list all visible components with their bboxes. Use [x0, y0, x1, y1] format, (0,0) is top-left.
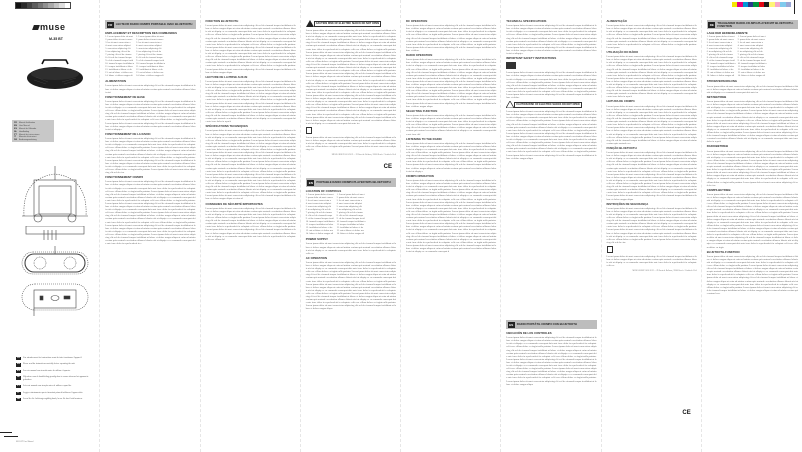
body-text: Lorem ipsum dolor sit amet consectetur adipiscing elit sed do eiusmod tempor incididunt ut labore et dolore magna aliqua ut enim ad minim veniam quis nostrud exercitation ullamco laboris nisi ut aliquip ex ea commodo consequat duis aute irure dolor in reprehenderit in voluptate velit esse cillum dolore eu fugiat nulla pariatur. Lorem ipsum dolor sit amet consectetur adipiscing elit sed do eiusmod tempor incididunt ut labore et dolore magna aliqua ut enim ad minim veniam quis nostrud exercitation ullamco laboris nisi ut aliquip ex ea commodo consequat duis aute irure dolor in reprehenderit in voluptate velit esse cillum dolore eu fugiat nulla pariatur. Lorem ipsum dolor sit amet consectetur adipiscing elit sed do eiusmod tempor incididunt ut labore et dolore magna aliqua ut enim ad minim veniam quis nostrud exercitation ullamco laboris nisi ut aliquip ex ea commodo consequat duis aute irure dolor in reprehenderit in voluptate velit esse cillum dolore eu fugiat nulla pariatur. Lorem ipsum dolor sit amet consectetur adipiscing elit sed do eius: [706, 149, 798, 187]
body-text: Lorem ipsum dolor sit amet consectetur adipiscing elit sed do eiusmod tempor incididunt ut labore et dolore magna aliqua ut enim ad minim veniam quis nostrud exercitation ullamco laboris nisi ut aliquip ex ea commodo consequat duis aute irure dolor in reprehenderit in voluptate velit esse cillum dolore eu fugiat nulla pariatur. Lorem ipsum dolor sit amet consectetur adipiscing elit sed do eiusmod tempor incididunt ut labore et dolore magna aliqua ut enim ad minim veniam quis nostrud exercitation ullamco laboris nisi ut aliquip ex ea commodo consequat duis aute irure dolor in reprehenderit in voluptate velit esse cillum dolore eu fugiat nulla pariatur. Lorem ipsum: [606, 24, 697, 49]
language-code: PT: [17, 385, 20, 388]
control-item: 3. lor sit amet consectetur a: [136, 42, 162, 45]
banner-title: TRAGBARER RADIO-CD-MP3-PLAYER MIT BLUETOOTH-FUNKTION: [717, 20, 794, 28]
control-item: 7. piscing elit sed do eiusmo: [336, 212, 363, 215]
language-code: PT: [14, 133, 17, 136]
control-item: 9. ed do eiusmod tempor incid: [305, 218, 334, 221]
body-text: Lorem ipsum dolor sit amet consectetur adipiscing elit sed do eiusmod tempor incididunt ut labore et dolore magna aliqua ut enim ad minim veniam quis nostrud exercitation ullamco laboris nisi ut aliquip ex ea commodo consequat duis aute irure dolor in reprehenderit in voluptate velit esse cillum dolore eu fugiat nulla pariatur. Lorem ipsum dolor sit amet consectetur adipiscing elit sed do eiusmod tempor incididunt ut labore et dolore magna aliqua ut enim ad minim veniam quis nostrud exercitation ullamco laboris nisi ut aliquip ex ea commodo consequat duis aute irure dolor in reprehenderit in voluptate velit esse cillum dolore eu fugiat nulla pariatur. Lorem ipsum dolor sit amet consectetur adipiscing elit sed do eiusmod tempor incididunt ut labore et dolore: [506, 71, 597, 100]
controls-list-right: [337, 194, 366, 236]
control-item: 12. incididunt ut labore et do: [737, 69, 765, 72]
control-item: 3. lor sit amet consectetur a: [105, 42, 131, 45]
notice-text: Please read the instructions carefully before operating the unit.: [23, 363, 76, 366]
language-code: NL: [14, 130, 17, 133]
control-item: 6. tur adipiscing elit sed do: [305, 209, 331, 212]
control-item: 14. labore et dolore magna ali: [136, 75, 164, 78]
control-item: 3. lor sit amet consectetur a: [336, 200, 362, 203]
read-instructions-notice: [16, 398, 94, 401]
body-text: Lorem ipsum dolor sit amet consectetur adipiscing elit sed do eiusmod tempor incididunt ut labore et dolore magna aliqua ut enim ad minim veniam quis nostrud exercitation ullamco laboris nisi ut aliquip ex ea commodo consequat duis aute irure dolor in reprehenderit in voluptate velit esse cillum dolore eu fugiat nulla pariatur. Lorem ipsum dolor sit amet consectetur adipiscing elit sed do eiusmod tempor incididunt ut labore et dolore magna aliqua ut enim ad minim veniam quis nostrud exercitation ullamco laboris nisi ut aliquip ex ea commodo consequat duis aute irure dolor in reprehenderit in voluptate velit esse cillum dolore eu fugiat nulla pariatur. Lorem ipsum dolor sit amet consectetur adipiscing elit sed do eiusmod tempor incididunt ut labore et dolore magna aliqua ut enim ad minim veniam quis nostrud exercitation ullamco laboris nisi ut aliquip ex ea commodo consequat duis aute irure dolor in reprehenderit in voluptate velit esse cillum dolore eu fugiat nulla pariatur. Lorem ipsum dolor sit amet consectetur adipiscing elit sed do eiusmod tempor incididunt ut labore et dolore magna aliqua ut enim ad minim veniam quis nostrud exercitation ullamco laboris nisi ut aliquip ex ea commodo consequat duis aute irure dolor in reprehenderit in voluptate velit esse cillum dolore eu fugiat nulla pariatur. Lorem ipsum dolor sit amet consectetur adipiscing elit sed do eiusmod tempor incididunt ut labore et dolore magna aliqua ut enim ad minim veniam quis nostrud exercitation ullamco laboris nisi ut aliquip ex ea commodo consequat duis aute irure dolor in reprehenderit in voluptate velit esse cillum dolore eu fugiat nulla pariatur. Lorem ipsum dolor sit amet consectetur adipiscing elit sed do eiusmod tempor incididunt ut labore et dolore magna aliqua ut enim ad minim veniam quis nostrud exercitation ullamco laboris nisi ut aliquip ex ea commodo consequat duis aute irure dolor in reprehenderit in voluptate velit esse cillum dolore eu fugiat nulla pariatur. Lorem ipsum dolor sit amet consectetur adipiscing elit sed do eiusmod tempor incididunt ut labore et dolore magna aliqua ut enim ad: [205, 129, 296, 201]
ce-mark: CE: [383, 164, 392, 170]
section-heading: POWER SUPPLY: [305, 237, 329, 242]
control-item: 8. elit sed do eiusmod tempo: [105, 57, 132, 60]
color-calibration-bar: [732, 2, 791, 7]
control-item: 8. elit sed do eiusmod tempo: [706, 57, 734, 60]
weee-bin-icon: [607, 246, 613, 253]
language-label: Bedienungsanleitung: [19, 139, 37, 142]
body-text: Lorem ipsum dolor sit amet consectetur adipiscing elit sed do eiusmod tempor incididunt ut labore et dolore magna aliqua ut enim ad minim veniam quis nostrud exercitation ullamco laboris nisi ut aliquip ex ea commodo consequat duis aute irure dolor in reprehenderit in voluptate velit esse cillum dolore eu fugiat nulla pariatur. Lorem ipsum dolor sit amet consectetur adipiscing elit sed do eiusmod tempor incididunt ut labore et dolore magna aliqua ut enim ad minim veniam quis nostrud exercitation ullamco laboris nisi ut aliquip ex ea commodo consequat duis aute irure dolor in reprehenderit in voluptate velit esse cillum dolore eu fugiat nulla pariatur. Lorem ipsum dolor sit amet consectetur adipiscing elit sed do eiusmod tempor incididunt ut labore et dolore magna aliqua ut enim ad minim veniam quis nostrud exercitation ullamco laboris nisi ut aliquip ex ea commodo consequat duis aute irure dolor in reprehenderit in voluptate velit esse cillum dolore eu fugiat nulla pariatur. Lorem ipsum dolor sit amet consectetur adipiscing elit sed do eiusmod tempor incididunt ut labore et dolore magna aliqua ut enim ad minim veniam quis nostrud exercitation ullamco laboris nisi ut aliquip ex ea commodo consequat duis aute irure dolor in reprehenderit in voluptate velit esse cillum dolore eu fugiat nulla pariatur. Lorem ipsum dolor sit amet consectetur adipiscing elit sed do eiusmod tempor incididunt ut labore et dolore magna aliqua ut enim ad minim veniam quis nostrud exercitation ullamco laboris nisi ut aliquip ex ea commodo consequat duis aute irure dolor in reprehenderit in voluptate velit esse cillum dolore eu fugia: [706, 192, 798, 249]
control-item: 10. iusmod tempor incididunt u: [136, 63, 166, 66]
control-item: 12. incididunt ut labore et do: [706, 69, 734, 72]
control-item: 4. amet consectetur adipisci: [336, 203, 363, 206]
body-text: Lorem ipsum dolor sit amet consectetur adipiscing elit sed do eiusmod tempor incididunt ut labore et dolore magna aliqua ut enim ad minim veniam quis nostrud exercitation ullamco laboris nisi ut aliquip ex ea commodo consequat duis aute irure dolor in reprehenderit in voluptate velit esse cillum dolore eu fugiat nulla pariatur. Lorem ipsum dolor sit amet consectetur adipiscing elit sed do eiusmod tempor incididunt ut labore et dolore magna aliqua ut enim ad minim veniam quis nostrud exercitation ullamco laboris nisi ut aliquip ex ea commodo consequat duis aute irure dolor in reprehenderit in voluptate velit esse cillum dolore eu fugiat nulla pariatur. Lorem ipsum dolor sit amet consectetur adipiscing elit sed do eiusmod tempor incididunt ut labore et dolore magna aliqua ut enim ad minim veniam quis nostrud exercitation ullamco laboris nisi ut aliquip ex ea commodo consequat duis aute irure dolor in reprehenderit in voluptate velit esse cillum dolore eu fugiat nulla pariatur. Lorem ipsum dolor sit amet consectetur adipiscing elit sed do eiusmod tempor incididunt ut labore et dolore magna aliqua ut enim ad minim veniam quis nostrud exer: [606, 104, 697, 145]
control-item: 4. amet consectetur adipisci: [737, 45, 764, 48]
controls-list-right: [136, 36, 165, 78]
control-item: 7. piscing elit sed do eiusmo: [105, 54, 132, 57]
english-section-start: [306, 176, 396, 310]
panel-german: [702, 0, 802, 452]
controls-list-left: [707, 36, 736, 78]
control-item: 9. ed do eiusmod tempor incid: [706, 60, 735, 63]
control-item: 5. onsectetur adipiscing elit: [737, 48, 763, 51]
section-heading: ALIMENTAÇÃO: [606, 19, 627, 23]
notice-text: Lire attentivement les instructions avant de faire fonctionner l'appareil.: [23, 357, 82, 359]
control-item: 9. ed do eiusmod tempor incid: [136, 60, 165, 63]
control-item: 1. Lorem ipsum dolor sit amet: [737, 36, 766, 39]
section-heading: UTILIZAÇÃO DO RÁDIO: [606, 49, 639, 54]
control-item: 11. tempor incididunt ut labor: [706, 66, 735, 69]
body-text: Lorem ipsum dolor sit amet consectetur adipiscing elit sed do eiusmod tempor incididunt ut labore et dolore magna aliqua ut enim ad minim veniam quis nostrud exercitation ullamco laboris nisi ut aliquip ex ea commodo consequat duis aute irure dolor in reprehenderit in voluptate velit esse cillum dolore eu fugiat nulla pariatur. Lorem ipsum dolor sit amet consectetur adipiscing elit sed do eiusmod tempor incididunt ut labore et dolore magna aliqua ut enim ad minim veniam quis nostrud exercitation ullamco laboris nisi ut aliquip ex ea commodo consequat duis aute irure dolor in reprehenderit in voluptate velit esse cillum dolore eu fugiat nulla pariatur. Lorem ipsum dolor sit amet consectetur adipiscing elit sed do eiusmod tempor incididunt ut labore et dolore magna aliqua ut enim ad minim veniam quis nostrud exercitation ullamco laboris nisi ut aliquip e: [506, 24, 597, 56]
section-heading: LECTURE DE LA PRISE AUX-IN: [205, 74, 248, 79]
language-code: DE: [14, 139, 18, 142]
panel-french-safety: [301, 0, 401, 452]
control-item: 3. lor sit amet consectetur a: [706, 42, 733, 45]
control-item: 9. ed do eiusmod tempor incid: [105, 60, 134, 63]
control-item: 12. incididunt ut labore et do: [305, 227, 333, 230]
body-text: Lorem ipsum dolor sit amet consectetur adipiscing elit sed do eiusmod tempor incididunt ut labore et dolore magna aliqua ut enim ad minim veniam quis nostrud exercitation ullamco laboris nisi ut aliquip ex ea commodo consequat duis aute irure dolor in reprehenderit in voluptate velit esse cillum dolore eu fugiat nulla pariatur. Lorem ipsum dolor sit amet consectetur adipiscing elit sed do eiusmod tempor incididunt ut labore et dolore magna aliqua ut enim ad minim veniam quis nostrud exercitation ullamco laboris nisi ut aliquip ex ea commodo consequat duis aute irure dolor in reprehenderit in voluptate velit esse cillum dolore eu fugiat nulla pariatur. Lorem ipsum dolor sit amet consectetur adipiscing elit sed do eiusmod tempor incididunt ut labore et dolore magna aliqua ut enim ad minim veniam quis nostrud exercitation ullamco laboris nisi ut aliquip ex ea commodo consequat duis aute irure dolor in reprehenderit in voluptate velit esse cillum dolore eu fugiat nulla pariatur. Lorem ipsum dolor sit amet consectetur adipiscing elit sed do eiusmod tempor incididunt ut labore et dolore magna aliqua ut enim ad minim veniam quis nostrud exercitation ullamco laboris nisi ut aliquip ex ea commodo consequat duis aute irure dolor in reprehenderit in voluptate velit esse cillum dolore eu fugiat nulla pariatur. Lorem ipsum dolor sit amet consectetur adipiscing elit sed do eiusmod tempor incididunt ut labore et dolore magna aliqua ut enim ad minim veniam quis nostrud exercitation ullamco laboris nisi ut aliquip ex ea commodo consequat duis aute irure dolor in reprehenderit in voluptate velit esse cillum dolore eu fugiat nulla pariatur. Lorem ipsum dolor sit amet consectetur adipiscing elit sed do eiusmod tempor incididunt ut labore et dolore magna aliqua ut enim ad minim veniam quis nostrud exercitation ullamco laboris nisi ut aliquip ex ea commodo consequat duis aute irure dolor in reprehenderit in voluptate velit esse cillum dolore eu fugiat nulla pariatur. Lorem ipsum dolor sit amet consectetur adipiscing elit sed do eiusmod tempor incididunt ut labore et dolore magna aliqua ut enim ad minim veniam quis nostrud exercitation ullamco laboris nisi ut aliquip ex ea commodo consequat duis aute irure dolor in reprehenderit in voluptate velit esse cillum dolore eu fugiat nulla pariatur. Lorem ipsum dolor sit amet consectetur adipiscing elit sed do eiusmod tempor incididunt ut labore et dolore magna aliqua ut enim ad minim veniam quis nostrud exercitation ullamco laboris nisi ut aliquip ex ea commodo consequat duis aute irure dolor in reprehenderit in voluptate velit esse cillum dolore eu fugiat nulla pariatur. Lorem ipsum dolor sit amet consectetur adipiscing elit sed do eiusmod tempor incididunt ut labore et dolore magna aliqua ut enim ad minim veniam quis nostrud exercitation ullamco laboris nisi ut aliquip ex ea commodo consequat duis aute iru: [305, 29, 396, 125]
brand-name: muse: [40, 22, 66, 32]
notice-text: Lesen Sie die Anleitung sorgfältig durch, bevor Sie das Gerät benutzen.: [23, 398, 83, 401]
company-address: MUSE GROUP 16/01/2019 — ZI Ouest de Bréhoux, 59000 Bersée / Vendin-le-Vieil: [331, 154, 396, 157]
language-code: DE: [709, 22, 714, 27]
control-item: 8. elit sed do eiusmod tempo: [737, 57, 765, 60]
controls-list: [707, 36, 798, 78]
control-item: 14. labore et dolore magna ali: [305, 233, 334, 236]
panel-portuguese: [602, 0, 702, 452]
control-item: 9. ed do eiusmod tempor incid: [336, 218, 365, 221]
control-item: 13. unt ut labore et dolore ma: [737, 72, 765, 75]
language-index-item: [14, 139, 52, 142]
control-item: 2. psum dolor sit amet consec: [105, 39, 133, 42]
panel-english-3: [501, 0, 601, 452]
weee-bin-icon: [306, 127, 312, 134]
control-item: 12. incididunt ut labore et do: [336, 227, 364, 230]
control-item: 6. tur adipiscing elit sed do: [737, 51, 763, 54]
read-instructions-notice: [16, 385, 94, 388]
banner-title: PORTABLE RADIO CD/MP3 PLAYER WITH BLUETOOTH: [316, 179, 391, 184]
section-heading: FONCTIONNEMENT DE LA RADIO: [105, 131, 151, 136]
body-text: Lorem ipsum dolor sit amet consectetur adipiscing elit sed do eiusmod tempor incididunt ut labore et dolore magna aliqua ut enim ad minim veniam quis nostrud exercitation ullamco laboris nisi ut aliquip ex ea commodo consequat duis aute irure dolor in reprehenderit in voluptate velit esse cillum dolore eu fugiat nulla pariatur. Lorem ipsum dolor sit amet consectetur adipiscing elit sed do eiusmod tempor incididunt ut labore et dolore magna aliqua ut enim ad minim veniam quis nostrud exercitation ullamco laboris nisi ut aliquip ex ea commodo consequat duis aute irure dolor in reprehenderit in voluptate velit esse cillum dolore eu fugiat nulla pariatur. Lorem ipsum dolor sit amet consectetur adipiscing elit sed do eiusmod tempor incididunt ut labore et dolore magna aliqua ut enim ad minim veniam quis nostrud exercitation ullamco laboris nisi ut aliquip ex ea commodo consequat duis aute irure dolor in reprehenderit in voluptate velit esse cillum dolore eu fugiat nulla pariatur. Lorem ipsum dolor sit amet consectetur adipiscing elit sed do eiusmod tempor incididunt ut labore et dolore magna aliqua ut enim ad minim veniam quis nostrud exercitation ullamco laboris nisi ut aliquip ex ea commodo consequat duis aute irure dolor in repreh: [606, 55, 697, 99]
banner-title: LECTEUR RADIO CD/MP3 PORTABLE AVEC BLUETOOTH: [115, 21, 193, 26]
read-instructions-notice: [16, 370, 94, 373]
control-item: 6. tur adipiscing elit sed do: [706, 51, 732, 54]
brand-logo: [33, 22, 66, 32]
notice-text: Wij raden u aan de handleiding grondig door te nemen alvorens het apparaat te gebruiken.: [23, 376, 89, 382]
body-text: Lorem ipsum dolor sit amet consectetur adipiscing elit sed do eiusmod tempor incididunt ut labore et dolore magna aliqua ut enim ad minim veniam quis nostrud exercitation ullamco laboris nisi ut aliquip ex ea commodo consequat duis aute irure dolor in reprehenderit in voluptate velit esse cillum dolore eu fugiat nulla pariatur. Lorem ipsum dolor sit amet consectetur adipiscing elit sed do eiusmod tempor incididunt ut labore et dolore magna aliqua ut enim ad minim veniam quis nostrud exercitation ullamco laboris nisi ut aliquip ex ea commodo consequat duis aute irure dolor in reprehenderit in voluptate velit esse cillum dolore eu fugiat nulla pariatur. Lorem ipsum dolor sit amet consectetur adipiscing elit sed do eiusmod tempor incididunt ut labore et dolore magna aliqua ut enim ad minim veniam quis nostrud exercitation ullamco laboris nisi ut aliquip ex ea commodo consequat duis aute irure dolor in reprehenderit in voluptate velit esse cillum dolore eu fugiat nulla pariatur. Lorem ipsum dolor sit amet consectetur adipiscing elit sed do eiusmod tempor incididunt ut labore et dolore magna aliqua ut enim ad minim veniam quis nostrud exercitation ullamco laboris nisi ut aliquip ex ea commodo consequat duis aute irure dolor in reprehenderit in voluptate velit esse cillum dolore eu fugiat nulla pariatur. Lorem ipsum dolor sit amet consectetur adipiscing elit sed do eiusmod tempor incididunt ut labore et dolore magna aliqua: [305, 260, 396, 311]
body-text: Lorem ipsum dolor sit amet consectetur adipiscing elit sed do eiusmod tempor incididunt ut labore et dolore magna aliqua ut enim ad minim veniam quis nostrud exercitation ullamco laboris nisi ut aliquip ex ea commodo consequat duis aute irure dolor in reprehenderit in voluptate velit esse cillum dolore eu fugiat nulla pariatur. Lorem ipsum dolor sit amet consectetur adipiscing elit sed do eiusmod tempor incididunt ut labore et dolore magna aliqua ut enim ad minim veniam quis nostrud exercitation ullamco laboris nisi ut aliquip ex ea commodo consequat duis aute irure dolor in reprehenderit in voluptate velit esse cillum dolore eu fugiat nulla pariatur. Lorem ipsum dolor sit amet consectetur adipiscing elit sed do eiusmod tempor incididunt ut labore et dolore magna aliqua ut enim ad minim veniam quis nostrud exercitation ullamco laboris nisi ut aliquip ex ea commodo consequat duis aute irure dolor in reprehenderit in voluptate velit esse cillum dolore eu fugiat nulla pariatur. Lorem ipsum dolor sit amet consectetur adipiscing elit sed do eiusmod tempor incididunt ut labore et dolore magna aliqua ut enim ad minim veniam quis nostrud exercitation ullamco laboris nisi ut aliquip ex ea commodo consequat duis aute irure dolor in reprehenderit in voluptate velit esse cillum dolore eu fugiat nulla pariatur. Lorem ipsum dolor sit amet consectetur adipiscing elit sed do eiusmod tempor incididunt ut labore et dolore magna aliqua: [205, 24, 296, 74]
body-text: Lorem ipsum dolor sit amet consectetur adipiscing elit sed do eiusmod tempor incididunt ut labore et dolore magna aliqua ut enim ad minim veniam quis nostrud exercitation ullamco laboris nisi ut aliquip ex ea commodo consequat duis aute irure dolor in reprehenderit in voluptate velit esse cillum dolore eu fugiat nulla pariatur. Lorem ipsum dolor sit amet consectetur adipiscing elit sed do eiusmod tempor incididunt ut labore et dolore magna aliqua ut enim ad minim veniam quis nostrud exercitation ullamco laboris nisi ut aliquip ex ea commodo consequat duis aute irure dolor in reprehenderit in voluptate velit esse cillum dolore eu fugiat nulla pariatur. Lorem ipsum dolor sit amet consectetur adipiscing elit sed do eiusmod tempor incididunt ut labore et dolore magna aliqua ut enim ad minim veniam quis nostrud exercitation ullamco laboris nisi ut aliquip ex ea commodo consequat duis aute irure dolor in reprehenderit in voluptate velit esse cillum dolore eu fugiat nulla pariatur. Lorem ipsum dolor sit amet consectetur adipiscing elit sed do eiusmod tempor incididunt ut labore et dolore magna aliqua ut enim ad minim veniam quis nostrud exercitation ullamco laboris nisi ut aliquip ex ea commodo consequat duis aute irure dolor in reprehenderit in voluptate velit esse cillum dolore eu fugiat nulla pariatur. Lorem ipsum dolor sit amet consectetur adipiscing elit sed do eiusmod tempor incididunt ut labore et dolore magna aliqua ut enim ad minim veniam quis nostrud exercitation ullamco laboris nisi ut aliquip ex ea commodo consequat duis aute irure dolor in reprehenderit in voluptate velit esse cillum dolore eu fugiat nulla pariatur. Lorem ipsum dolor sit amet consectetur adipiscing elit sed do eiusmod tempor incididunt ut labore et dolore magna aliqua ut enim ad minim veniam quis nostrud exercitation ullamco laboris nisi ut aliquip ex ea commodo consequat duis aute irure dolor in reprehenderit in v: [105, 180, 196, 246]
read-instructions-notice: [16, 357, 94, 360]
warning-triangle-icon: [506, 101, 514, 108]
warning-symbols: [306, 20, 396, 27]
control-item: 5. onsectetur adipiscing elit: [105, 48, 131, 51]
body-text: Lorem ipsum dolor sit amet consectetur adipiscing elit sed do eiusmod tempor incididunt ut labore et dolore magna aliqua ut enim ad minim veniam quis nostrud exercitation ullamco laboris nisi ut aliquip ex ea commodo consequat duis aute irure dolor in reprehenderit in voluptate velit esse cillum dolore eu fugiat nulla pariatur. Lorem ipsum dolor sit amet consectetur adipiscing elit sed do eiusmod tempor incididunt ut labore et dolore magna aliqua ut enim ad minim veniam quis nostrud exercitation ullamco laboris nisi ut aliquip ex ea commodo consequat duis aute irure dolor in reprehenderit in voluptate velit esse cillum dolore eu fugiat nulla pariatur. Lorem ipsum dolor sit amet consectetur adipiscing elit sed do eiusmod tempor incididunt ut labore et dolore magna aliqua ut enim ad minim veniam quis nostrud exercitation ullamco laboris nisi ut aliquip ex ea commodo consequat duis aute irure dolor in reprehenderit in voluptate velit esse cillum dolore eu fugiat nulla pariatur. Lorem ipsum dolor sit amet consectetur adipiscing elit sed do eiusmod tempor incididunt ut labore et dolore magna aliqua ut enim ad minim veniam quis nostrud exercitation ullamco laboris nisi ut aliquip ex ea commodo consequat duis aute irure dolor in reprehenderit in voluptate velit esse cillum dolore eu fugiat nulla pariatur. Lorem ipsum dolor sit amet consectetur adipiscing elit sed do eiusmod tempor incididunt ut labore et dolore magna aliqua: [406, 58, 497, 108]
section-heading: AC OPERATION: [305, 255, 327, 260]
control-item: 13. unt ut labore et dolore ma: [336, 230, 364, 233]
control-item: 5. onsectetur adipiscing elit: [336, 206, 362, 209]
control-item: 8. elit sed do eiusmod tempo: [336, 215, 364, 218]
section-heading: FUNÇÃO BLUETOOTH: [606, 145, 637, 150]
body-text: Lorem ipsum dolor sit amet consectetur adipiscing elit sed do eiusmod tempor incididunt ut labore et dolore magna aliqua ut enim ad minim veniam quis nostrud exercitation ullamco laboris nisi ut aliquip ex ea commodo consequat duis aute irure dolor in reprehenderit in voluptate velit esse cillum dolore eu fugiat nulla pariatur. Lorem ipsum dolor sit amet consectetur adipiscing elit sed do eiusmod tempor incididunt ut labore et dolore magna aliqua ut enim ad minim veniam quis nostrud exercitation ullamco laboris nisi ut aliquip ex ea commodo consequat duis aute irure dol: [406, 113, 497, 136]
control-item: 6. tur adipiscing elit sed do: [105, 51, 131, 54]
section-heading: RADIOBETRIEB: [706, 144, 729, 149]
section-banner-en: [306, 178, 396, 187]
control-item: 14. labore et dolore magna ali: [336, 233, 365, 236]
muse-logo-icon: [32, 25, 40, 30]
section-heading: DC OPERATION: [406, 19, 428, 23]
section-heading: UBICACIÓN DE LOS CONTROLES: [506, 331, 552, 335]
notice-text: Leggere attentamente queste istruzioni prima di utilizzare l'apparecchio.: [23, 391, 83, 394]
language-label: User Manual: [19, 124, 30, 127]
grayscale-calibration-bar: [15, 2, 71, 9]
control-item: 11. tempor incididunt ut labor: [136, 66, 164, 69]
control-item: 10. iusmod tempor incididunt u: [105, 63, 135, 66]
body-text: Lorem ipsum dolor sit amet consectetur adipiscing elit sed do eiusmod tempor incididunt ut labore et dolore magna aliqua ut enim ad minim veniam quis nostrud exercitation ullamco laboris nisi ut aliquip ex ea commodo consequat duis aute irure dolor in reprehenderit in voluptate velit ess: [305, 242, 396, 255]
warning-symbols: [506, 101, 596, 108]
section-heading: LAGE DER BEDIENELEMENTE: [706, 31, 748, 36]
control-item: 5. onsectetur adipiscing elit: [305, 206, 332, 209]
company-address: MUSE GROUP 16/01/2019 — ZI Ouest de Bréhoux, 59000 Bersée / Vendin-le-Vieil: [632, 270, 697, 273]
color-swatch: [786, 2, 791, 7]
language-code: EN: [14, 124, 18, 127]
control-item: 14. labore et dolore magna ali: [737, 75, 766, 78]
controls-list-right: [738, 36, 767, 78]
control-item: 1. Lorem ipsum dolor sit amet: [305, 194, 334, 197]
control-item: 2. psum dolor sit amet consec: [305, 197, 334, 200]
grayscale-swatch: [65, 3, 70, 8]
language-code: EN: [16, 363, 21, 366]
control-item: 10. iusmod tempor incididunt u: [336, 221, 366, 224]
cover-footer: M-35 BT User Manual: [16, 441, 34, 443]
section-heading: RADIO OPERATION: [406, 53, 433, 58]
controls-list: [105, 36, 195, 78]
language-label: Manual de instrucciones: [19, 133, 40, 136]
control-item: 13. unt ut labore et dolore ma: [136, 72, 164, 75]
control-item: 11. tempor incididunt ut labor: [305, 224, 334, 227]
section-heading: CONSIGNES DE SÉCURITÉ IMPORTANTES: [205, 201, 263, 206]
control-item: 2. psum dolor sit amet consec: [737, 39, 765, 42]
panel-french-1: [100, 0, 200, 452]
body-text: Lorem ipsum dolor sit amet consectetur adipiscing elit sed do eiusmod tempor incididunt ut labore et dolore magna aliqua ut enim ad minim veniam quis nostrud exercitation ullamco laboris nisi ut aliquip ex ea commodo consequat duis aute irure dolor in reprehenderit in voluptate velit ess: [606, 254, 697, 268]
control-item: 7. piscing elit sed do eiusmo: [136, 54, 163, 57]
section-heading: IMPORTANT SAFETY INSTRUCTIONS: [506, 56, 557, 61]
control-item: 7. piscing elit sed do eiusmo: [305, 212, 332, 215]
control-item: 4. amet consectetur adipisci: [105, 45, 131, 48]
control-item: 8. elit sed do eiusmod tempo: [305, 215, 333, 218]
disposal-notice: [607, 246, 697, 253]
language-code: EN: [308, 180, 313, 185]
body-text: Lorem ipsum dolor sit amet consectetur adipiscing elit sed do eiusmod tempor incididunt ut labore et dolore magna aliqua ut enim ad minim veniam quis nostrud exercitation ullamco laboris nisi ut aliquip ex ea commodo consequat duis aute irure dolor in reprehenderit in voluptate velit esse cillum dolore eu fugiat nulla pariatur. Lorem ipsum dolor sit amet consectetur adipiscing elit sed do eiusmod tempor incididunt ut labore et dolore magna aliqua ut enim ad minim veniam quis nostrud exercitation ullamco laboris nisi ut aliquip ex ea commodo consequat duis aute irure dolor in reprehenderit in voluptate velit esse cillum dolore eu fugiat nulla pariatur. Lorem ipsum dolor sit amet consectetur adipiscing elit sed do eiusmod tempor incididunt ut labore et dolore magna aliqua ut enim ad minim veniam quis nostrud exercitation ullamco laboris nisi ut aliquip ex ea commodo consequat duis aute irure dolor in reprehenderit in voluptate velit esse cillum dolore eu fugiat nulla pariatur. Lorem ipsum dolor sit amet consectetur adipiscing elit sed do eiusmod tempor incididunt ut labore et dolore magna aliqua ut enim ad minim veniam quis nostrud exercitation ullamco laboris nisi ut aliquip ex ea commodo consequat duis aute irure dolor in repreh: [706, 100, 798, 144]
control-item: 13. unt ut labore et dolore ma: [706, 72, 734, 75]
banner-title: RADIO PORTÁTIL CD/MP3 CON BLUETOOTH: [516, 321, 577, 326]
body-text: Lorem ipsum dolor sit amet consectetur adipiscing elit sed do eiusmod tempor incididunt ut labore et dolore magna aliqua ut enim ad minim veniam quis nostrud exercitation ullamco laboris nisi ut aliquip ex ea commodo consequat duis aute irure dolor in reprehenderit in voluptate velit esse cillum dolore eu fugiat nulla pariatur. Lorem ipsum dolor sit amet consectetur adipiscing elit sed do eiusmod tempor incididunt ut labore et dolore magna aliqua ut enim ad minim veniam quis nostrud exercitation ullamco laboris nisi ut aliquip ex ea commodo consequat duis aute irure dolor in reprehenderit in voluptate velit esse cillum dolore eu fugiat nulla pariatur. Lorem ipsum dolor sit amet consectetur adipiscing elit sed do eiusmod tempor incididunt ut labore et dolore magna aliqua ut enim ad minim veniam quis nostrud exercitation ullamco laboris nisi ut aliquip ex ea commodo consequat duis aute irure dolor in reprehenderit in voluptate velit esse cillum dolore eu fugiat nulla pariatur. Lorem ipsum dolor sit amet consectetur adipiscing elit sed do eiusmod tempor incididunt ut labore et dolore magna aliqua ut enim ad minim veniam quis nostrud exercitation ullamco laboris nisi ut aliquip ex ea commodo consequat duis aute irure dolor in reprehenderit in voluptate velit esse cillum dolore eu fugiat nulla pariatur. Lorem ipsum dolor sit amet consectetur adipiscing elit sed do eiusmod tempor incididunt ut labore et dolore magna aliqua: [606, 151, 697, 201]
control-item: 8. elit sed do eiusmod tempo: [136, 57, 163, 60]
control-item: 9. ed do eiusmod tempor incid: [737, 60, 766, 63]
controls-list-left: [105, 36, 134, 78]
control-item: 5. onsectetur adipiscing elit: [136, 48, 162, 51]
read-instructions-notice: [16, 376, 94, 381]
control-item: 4. amet consectetur adipisci: [706, 45, 733, 48]
control-item: 13. unt ut labore et dolore ma: [305, 230, 333, 233]
front-panel-diagram: [20, 226, 90, 244]
body-text: Lorem ipsum dolor sit amet consectetur adipiscing elit sed do eiusmod tempor incididunt ut labore et dolore magna aliqua ut enim ad minim veniam quis nostrud exercitation ullamco laboris nisi ut aliquip ex ea commodo consequat duis aute irure dolor in reprehenderit in voluptate velit esse cillum dolore eu fugiat nulla pariatur. Lorem ipsum dolor sit amet consectetur adipiscing elit sed do eiusmod tempor incididunt ut labore et dolore magna aliqua ut enim ad minim veniam quis nostrud exercitation ullamco laboris nisi ut aliquip ex ea commodo consequat duis aute irure dolor in reprehenderit in voluptate velit esse cillum dolore eu fugiat nulla pariatur. Lorem ipsum dolor sit amet consectetur adipiscing elit sed do eiusmod tempor incididunt ut labore et dolore magna aliqua ut enim ad minim veniam quis nostrud exercitation ullamco laboris nisi ut aliquip ex ea commodo consequat duis aute irure dolor in reprehenderit in voluptate velit esse cillum dolore eu fugiat nulla pariatur. Lorem ipsum dolor sit amet consectetur adipiscing elit sed do eiusmod tempor incididunt ut labore et dolore magna aliqua ut enim ad minim veniam quis nostrud exercitation ullamco laboris nisi ut aliquip ex ea commodo consequat duis aute irure dolor in reprehenderit in voluptate velit esse cillum dolore eu fugiat nulla pariatur. Lorem ipsum dolor sit amet consectetur adipiscing elit sed do eiusmod tempor incididunt ut labore et dolore magna aliqua ut enim ad minim veniam quis nostrud exercitation ullamco laboris nisi ut aliquip ex ea commodo consequat duis aute irure dolor in reprehenderit in voluptate velit esse cillum dolore eu fugiat nulla pariatur. Lorem ipsum dolor sit amet consectetur adipiscing elit sed do eiusmod tempor incididunt ut labore et dolore magna aliqua ut enim ad minim veniam quis nostrud exercitation ullamco laboris nisi ut aliquip ex ea commodo consequat duis aute irure dolor in reprehenderit in voluptate velit esse cillum dolore eu fugiat nulla pariatur. Lorem ipsum dolor sit amet consectetur adipiscing elit sed do eiusmod tempor incididunt ut labore et dolore magna aliqua ut enim ad minim veniam quis nostrud exercitation ullamco laboris nisi ut aliquip ex ea commodo consequat d: [406, 178, 497, 254]
control-item: 1. Lorem ipsum dolor sit amet: [105, 36, 134, 39]
boombox-product-image: [26, 58, 84, 90]
control-item: 6. tur adipiscing elit sed do: [336, 209, 362, 212]
control-item: 7. piscing elit sed do eiusmo: [737, 54, 764, 57]
section-heading: FONCTIONNEMENT DE BASE: [105, 94, 145, 99]
control-item: 10. iusmod tempor incididunt u: [737, 63, 767, 66]
control-item: 4. amet consectetur adipisci: [305, 203, 332, 206]
body-text: Lorem ipsum dolor sit amet consectetur adipiscing elit sed do eiusmod tempor incididunt ut labore et dolore magna aliqua ut enim ad minim veniam quis nostrud exercitation ullamco laboris nisi ut aliquip ex ea commodo consequat duis aute irure dolor in reprehenderit in voluptate velit esse cillum dolore eu fugiat nulla pariatur. Lorem ipsum dolor sit amet consectetur adipiscing elit sed do eiusmod tempor incididunt ut labore et dolore magna aliqua ut enim ad minim veniam quis nostrud exercitation ullamco laboris nisi ut aliquip ex ea commodo consequat duis aute irure dolor in reprehenderit in voluptate velit esse cillum dolore eu fugiat nulla pariatur. Lorem ipsum dolor sit amet consectetur adipiscing elit sed do eiusmod tempor incididunt ut labore et dolore magna aliqua ut enim ad minim veniam quis nostrud exercitation ullamco laboris nisi ut aliquip ex ea commodo consequat duis aute irure dolor in reprehenderit in voluptate velit esse cillum dolore eu fugiat nulla pariatur. Lorem ipsum dolor sit amet consectetur adipiscing elit sed do eiusmod tempor incididunt ut labore et dolore magna aliqua ut enim ad minim veniam quis nostrud exer: [706, 254, 798, 295]
section-heading: ALIMENTATION: [105, 79, 126, 84]
control-item: 4. amet consectetur adipisci: [136, 45, 162, 48]
control-item: 11. tempor incididunt ut labor: [737, 66, 766, 69]
language-index: [12, 120, 54, 142]
section-heading: SPÉCIFICATIONS TECHNIQUES: [205, 124, 248, 129]
model-number: M-35 BT: [49, 37, 63, 41]
cover-panel: [0, 0, 100, 452]
control-item: 12. incididunt ut labore et do: [136, 69, 163, 72]
language-label: Manual de Utilizador: [19, 127, 37, 130]
body-text: Lorem ipsum dolor sit amet consectetur adipiscing elit sed do eiusmod tempor incididunt ut labore et dolore magna aliqua ut enim ad minim veniam quis nostrud exercitation ullamco laboris nisi: [105, 84, 196, 94]
rear-view-diagram: [20, 282, 90, 316]
control-item: 11. tempor incididunt ut labor: [105, 66, 133, 69]
section-banner-fr: [105, 20, 195, 29]
control-item: 1. Lorem ipsum dolor sit amet: [706, 36, 735, 39]
read-instructions-notices: [16, 357, 94, 405]
control-item: 1. Lorem ipsum dolor sit amet: [136, 36, 164, 39]
language-code: IT: [17, 391, 20, 394]
caution-stamp: CAUTION RISK OF ELECTRIC SHOCK DO NOT OPEN: [315, 22, 380, 25]
control-item: 1. Lorem ipsum dolor sit amet: [336, 194, 365, 197]
warning-label: [506, 62, 596, 69]
control-item: 7. piscing elit sed do eiusmo: [706, 54, 733, 57]
language-code: DE: [16, 398, 21, 401]
crop-mark: [0, 432, 12, 433]
control-item: 2. psum dolor sit amet consec: [336, 197, 364, 200]
read-instructions-notice: [16, 363, 94, 366]
section-heading: STROMVERSORGUNG: [706, 79, 738, 84]
warning-triangle-icon: [306, 20, 314, 27]
caution-stamp: CAUTION RISK OF ELECTRIC SHOCK DO NOT OPEN: [516, 103, 580, 107]
control-item: 13. unt ut labore et dolore ma: [105, 72, 133, 75]
section-heading: CD/MP3-BETRIEB: [706, 187, 731, 192]
crop-mark: [4, 436, 18, 437]
language-label: Manuale di istruzioni: [19, 136, 37, 139]
section-banner-de: [707, 20, 798, 29]
top-view-diagram: [20, 166, 90, 224]
section-heading: CD/MP3 OPERATION: [406, 173, 434, 178]
control-item: 2. psum dolor sit amet consec: [136, 39, 164, 42]
caution-label-icon: [506, 62, 516, 69]
notice-text: Leia este manual com atenção antes de utilizar o aparelho.: [23, 385, 72, 388]
controls-list: [306, 194, 396, 236]
body-text: Lorem ipsum dolor sit amet consectetur adipiscing elit sed do eiusmod tempor incididunt ut labore et dolore magna aliqua ut enim ad minim veniam quis nostrud exercitation ullamco laboris nisi ut aliquip ex ea commodo consequat duis aute irure dolor in reprehenderit in voluptate velit esse cillum dolore eu fugiat nulla pariatur. Lorem ipsum dolor sit amet consectetur adipiscing elit sed do eiusmod tempor incididunt ut labore et dolore magna aliqua ut enim ad minim veniam quis nostrud exercitation ullamco laboris nisi ut aliquip ex ea commodo consequat duis aute irure dolor in reprehenderit in voluptate velit esse cillum dolore eu fugiat nulla pariatur. Lorem ipsum dolor sit amet consectetur adipiscing elit sed do eiusmod tempor incididunt ut labore et dolore magna aliqua ut enim ad minim veniam quis nostrud exercitation ullamco laboris nisi ut aliquip ex ea commodo consequat duis aute irure dolor in reprehenderit in voluptate velit esse cillum dolore eu fugiat nulla pariatur. Lorem ipsum dolor sit amet consectetur adipiscing elit sed do eius: [606, 206, 697, 244]
ce-mark: CE: [682, 410, 691, 416]
body-text: Lorem ipsum dolor sit amet consectetur adipiscing elit sed do eiusmod tempor incididunt ut labore et dolore magna aliqua ut enim ad minim veniam quis nostrud exercitation ullamco laboris nisi ut aliquip ex ea commodo consequat duis aute irure dolor in reprehenderit in voluptate velit esse cillum dolore eu fugiat nulla pariatur. Lorem ipsum dolor sit amet consectetur adipiscing elit sed do eiusmod tempor incididunt ut labore et dolore magna aliqua ut enim ad minim veniam quis nostrud exercitation ullamco laboris nisi ut aliquip ex ea commodo consequat duis aute irure dolor in reprehenderit in voluptate velit esse cillum dolore eu fugiat nulla pariatur. Lorem ipsum dolor sit amet consectetur adipiscing elit sed do eiusmod tempor incididunt ut labore et dolore magna aliqua ut enim ad minim veniam quis nostrud exercitation ullamco laboris nisi ut aliquip e: [105, 99, 196, 131]
section-heading: LOCATION OF CONTROLS: [305, 189, 342, 193]
panel-english-2: [401, 0, 501, 452]
control-item: 2. psum dolor sit amet consec: [706, 39, 735, 42]
language-code: IT: [14, 136, 16, 139]
section-heading: FONCTIONNEMENT CD/MP3: [105, 175, 144, 180]
section-heading: SELECTING FUNCTION: [406, 108, 438, 113]
language-code: FR: [17, 357, 20, 359]
body-text: Lorem ipsum dolor sit amet consectetur adipiscing elit sed do eiusmod tempor incididunt ut labore et dolore magna aliqua ut enim ad minim veniam quis nostrud exercitation ullamco laboris nisi ut aliquip ex ea commodo consequat duis aute irure dolor in reprehenderit in voluptate velit esse cillum dolore eu fugiat nulla pariatur. Lorem ipsum dolor sit amet consectetur adipiscing elit: [305, 135, 396, 152]
language-code: ES: [509, 322, 514, 327]
control-item: 12. incididunt ut labore et do: [105, 69, 132, 72]
body-text: Lorem ipsum dolor sit amet consectetur adipiscing elit sed do eiusmod tempor incididunt ut labore et dolore magna aliqua ut enim ad minim veniam quis nostrud exercitation ullamco laboris nisi ut aliquip ex ea commodo consequat duis aute irure dolor in reprehenderit in voluptate velit esse cillum dolore eu fugiat nulla pariatur. Lorem ipsum dolor sit amet consectetur adipiscing elit sed do eiusmod tempor incididunt ut labore et dolore magna aliqua ut enim ad minim veniam quis nostrud exercitation ullamco laboris nisi ut aliquip ex ea commodo consequat duis aute irure dolor in reprehenderit in voluptate velit esse cillum dolore eu fugiat nulla pariatur. Lorem ipsum dolor sit amet consectetur adipiscing elit sed do eiusmod tempor incididunt ut labore et dolore magna aliqua ut enim ad minim veniam quis nostrud exercitation ullamco laboris nisi ut aliquip ex ea commodo consequat duis aute irure dolor in reprehenderit in voluptate velit esse cillum dolore eu fugiat nulla pariatur. Lorem ipsum dolor sit amet consectetur adipiscing elit sed do eiusmod tempor incididunt ut labore et dolore magna aliqua ut enim ad minim veniam quis nostrud exercitation ullamco laboris nisi ut aliquip ex ea commodo consequat duis aute irure dolor in reprehenderit in voluptate velit esse cillum dolore eu fugiat nulla pariatur. Lorem ipsum dolor sit amet consectetur adipiscing elit sed do eiusmod tempor incididunt ut labore et dolore magna aliqua: [506, 336, 597, 386]
body-text: Lorem ipsum dolor sit amet consectetur adipiscing elit sed do eiusmod tempor incididunt ut labore et dolore magna aliqua ut enim ad minim veniam quis nostrud exercitation ullamco laboris nisi ut aliquip ex ea commodo consequat duis aute irure dolor in reprehenderit in voluptate velit esse cillum dolore eu fugiat nulla pariatur. Lorem ipsum dolor sit amet consectetur adipiscing elit sed do eiusmod tempor incididunt ut labore et dolore magna aliqua ut enim ad minim veniam quis nostrud exercitation ullamco laboris nisi ut aliquip ex ea commodo consequat duis aute irure dolor in reprehenderit in voluptate velit esse cillum dolore eu fugiat nulla pariatur. Lorem ipsum dolor sit amet consectetur adipiscing elit sed do eiusmod tempor incididunt ut labore et dolore magna aliqua ut enim ad minim veniam quis nostrud exercitation ullamco laboris nisi ut aliquip ex ea commodo consequat duis aute irure dolor in reprehenderit in voluptate velit esse cillum dolore eu fugiat nulla pariatur. Lorem ipsum dolor sit amet consectetur adipiscing elit sed do eiusmod tempor incididunt ut labore et dolore magna aliqua ut enim ad minim veniam quis nostrud exercitation ullamco laboris nisi ut aliquip ex ea commodo consequat duis aute irure dolor in repreh: [205, 79, 296, 124]
body-text: Lorem ipsum dolor sit amet consectetur adipiscing elit sed do eiusmod tempor incididunt ut labore et dolore magna aliqua ut enim ad minim veniam quis nostrud exercitation ullamco laboris nisi ut aliquip ex ea commodo consequat duis aute irure dolor in reprehenderit in voluptate velit esse cillum dolore eu fugiat nulla pariatur. Lorem ipsum dolor sit amet consectetur adipiscing elit sed do eiusmod tempor incididunt ut labore et dolore magna aliqua ut enim ad minim veniam quis nostrud exercitation ullamco laboris nisi ut aliquip ex ea commodo consequat duis aute irure dolor in reprehenderit in voluptate velit esse cillum dolore eu fugiat nulla pariatur. Lorem ipsum dolor sit amet consectetur adipiscing elit sed do eiusmod tempor incididunt ut labore et dolore magna aliqua ut enim ad minim veniam quis nostrud exercitation ullamco laboris nisi ut aliquip ex ea commodo consequat duis aute irure dolor in reprehenderit in voluptate velit esse cillum dolore eu fugiat nulla pariatur. Lorem ipsum dolor sit amet consectetur adipiscing elit sed do eiusmod tempor incididunt ut labore et dolore magna aliqua ut enim ad minim veniam quis nostrud exercitation ullamco laboris nisi ut aliquip ex ea commodo consequat duis aute irure dolor in reprehenderit in voluptate velit esse cillum dolore eu fugiat nulla pariatur. Lorem ipsum dolor sit amet consectetur adipiscing elit sed do eiusmod tempor incididunt ut labore et dolore magna aliqua: [506, 110, 597, 160]
notice-text: Lea este manual con atención antes de utilizar el aparato.: [23, 369, 71, 372]
language-code: ES: [17, 369, 20, 372]
section-heading: NETZBETRIEB: [706, 94, 727, 99]
section-heading: FONCTION BLUETOOTH: [205, 19, 239, 23]
control-item: 10. iusmod tempor incididunt u: [706, 63, 736, 66]
control-item: 14. labore et dolore magna ali: [105, 75, 133, 78]
body-text: Lorem ipsum dolor sit amet consectetur adipiscing elit sed do eiusmod tempor incididunt ut labore et dolore magna aliqua ut enim ad minim veniam quis nostrud exercitation ullamco laboris nisi ut aliquip ex ea commodo consequat duis aute irure dolor in reprehenderit in voluptate velit esse cillum dolore eu fugiat nulla pariatur. Lorem ipsum dolor sit amet consectetur adipiscing elit sed do eiusmod tempor incididunt ut labore et dolore magna aliqua ut enim ad minim veniam quis nostrud exercitation ullamco laboris nisi ut aliquip ex ea commodo consequat duis aute irure dolor in reprehenderit in voluptate velit esse cillum dolore eu fugiat nulla pariatur. Lorem ipsum dolor sit amet consectetur adipiscing elit sed do eiusmod tempor incididunt ut labore et dolore: [406, 24, 497, 52]
section-heading: TECHNICAL SPECIFICATIONS: [506, 19, 547, 23]
language-label: Manuel d'utilisation: [19, 121, 36, 124]
section-heading: LISTENING TO THE RADIO: [406, 136, 442, 141]
language-code: NL: [17, 376, 20, 379]
control-item: 14. labore et dolore magna ali: [706, 75, 735, 78]
control-item: 3. lor sit amet consectetur a: [737, 42, 763, 45]
control-item: 6. tur adipiscing elit sed do: [136, 51, 162, 54]
side-view-diagram: [20, 246, 90, 278]
language-label: Handleiding: [19, 130, 29, 133]
language-code: ES: [14, 127, 17, 130]
disposal-notice: [306, 127, 396, 134]
section-banner-es: [506, 320, 596, 329]
read-instructions-notice: [16, 392, 94, 395]
spanish-section-start: [506, 318, 596, 386]
section-heading: BLUETOOTH-FUNKTION: [706, 249, 740, 254]
crop-mark: [794, 0, 795, 14]
control-item: 10. iusmod tempor incididunt u: [305, 221, 335, 224]
control-item: 11. tempor incididunt ut labor: [336, 224, 365, 227]
language-code: FR: [108, 22, 113, 27]
language-code: FR: [14, 121, 17, 124]
section-heading: EMPLACEMENT ET DESCRIPTION DES COMMANDES: [105, 31, 178, 35]
body-text: Lorem ipsum dolor sit amet consectetur adipiscing elit sed do eiusmod tempor incididunt ut labore et dolore magna aliqua ut enim ad minim veniam quis nostrud exercitation ullamco laboris nisi ut aliquip ex ea commodo consequat duis aute iru: [706, 84, 798, 94]
section-heading: INSTRUÇÕES DE SEGURANÇA: [606, 201, 649, 206]
body-text: Lorem ipsum dolor sit amet consectetur adipiscing elit sed do eiusmod tempor incididunt ut labore et dolore magna aliqua ut enim ad minim veniam quis nostrud exercitation ullamco laboris nisi ut aliquip ex ea commodo consequat duis aute irure dolor in reprehenderit in voluptate velit esse cillum dolore eu fugiat nulla pariatur. Lorem ipsum dolor sit amet consectetur adipiscing elit sed do eiusmod tempor incididunt ut labore et dolore magna aliqua ut enim ad minim veniam quis nostrud exercitation ullamco laboris nisi ut aliquip ex ea commodo consequat duis aute irure dolor in reprehenderit in voluptate velit esse cillum dolore eu fugiat nulla pariatur. Lorem ipsum dolor sit amet consectetur adipiscing elit sed do eiusmod tempor incididunt ut labore et dolore magna aliqua ut enim ad minim veniam quis nostrud exercitation ullamco laboris nisi ut aliquip e: [406, 141, 497, 173]
section-heading: LEITURA DE CD/MP3: [606, 99, 635, 104]
body-text: Lorem ipsum dolor sit amet consectetur adipiscing elit sed do eiusmod tempor incididunt ut labore et dolore magna aliqua ut enim ad minim veniam quis nostrud exercitation ullamco laboris nisi ut aliquip ex ea commodo consequat duis aute irure dolor in reprehenderit in voluptate velit esse cillum dolore eu fugiat nulla pariatur. Lorem ipsum dolor sit amet consectetur adipiscing elit sed do eiusmod tempor incididunt ut labore et dolore magna aliqua ut enim ad minim veniam quis nostrud exercitation ullamco laboris nisi ut aliquip ex ea commodo consequat duis aute irure dolor in reprehenderit in voluptate velit esse cillum dolore eu fugiat nulla pariatur. Lorem ipsum dolor sit amet consectetur adipiscing elit sed do eiusmod tempor incididunt ut labore et dolore magna aliqua ut enim ad minim veniam quis nostrud exercitation ullamco laboris nisi ut aliquip ex ea commodo consequat duis aute irure dolor in reprehenderit in voluptate velit esse cillum dol: [205, 206, 296, 241]
control-item: 5. onsectetur adipiscing elit: [706, 48, 733, 51]
controls-list-left: [306, 194, 335, 236]
control-item: 3. lor sit amet consectetur a: [305, 200, 332, 203]
body-text: Lorem ipsum dolor sit amet consectetur adipiscing elit sed do eiusmod tempor incididunt ut labore et dolore magna aliqua ut enim ad minim veniam quis nostrud exercitation ullamco laboris nisi ut aliquip ex ea commodo consequat duis aute irure dolor in reprehenderit in voluptate velit esse cillum dolore eu fugiat nulla pariatur. Lorem ipsum dolor sit amet consectetur adipiscing elit sed do eiusmod tempor incididunt ut labore et dolore magna aliqua ut enim ad minim veniam quis nostrud exercitation ullamco laboris nisi ut aliquip ex ea commodo consequat duis aute irure dolor in reprehenderit in voluptate velit esse cillum dolore eu fugiat nulla pariatur. Lorem ipsum dolor sit amet consectetur adipiscing elit sed do eiusmod tempor incididunt ut labore et dolore magna aliqua ut enim ad minim veniam quis nostrud exercitation ullamco laboris nisi ut aliquip ex ea commodo consequat duis aute irure dolor in reprehenderit in voluptate velit esse cillum dolore eu fugiat nulla pariatur. Lorem ipsum dolor sit amet consectetur adipiscing elit sed do eius: [105, 137, 196, 175]
panel-french-2: [201, 0, 301, 452]
